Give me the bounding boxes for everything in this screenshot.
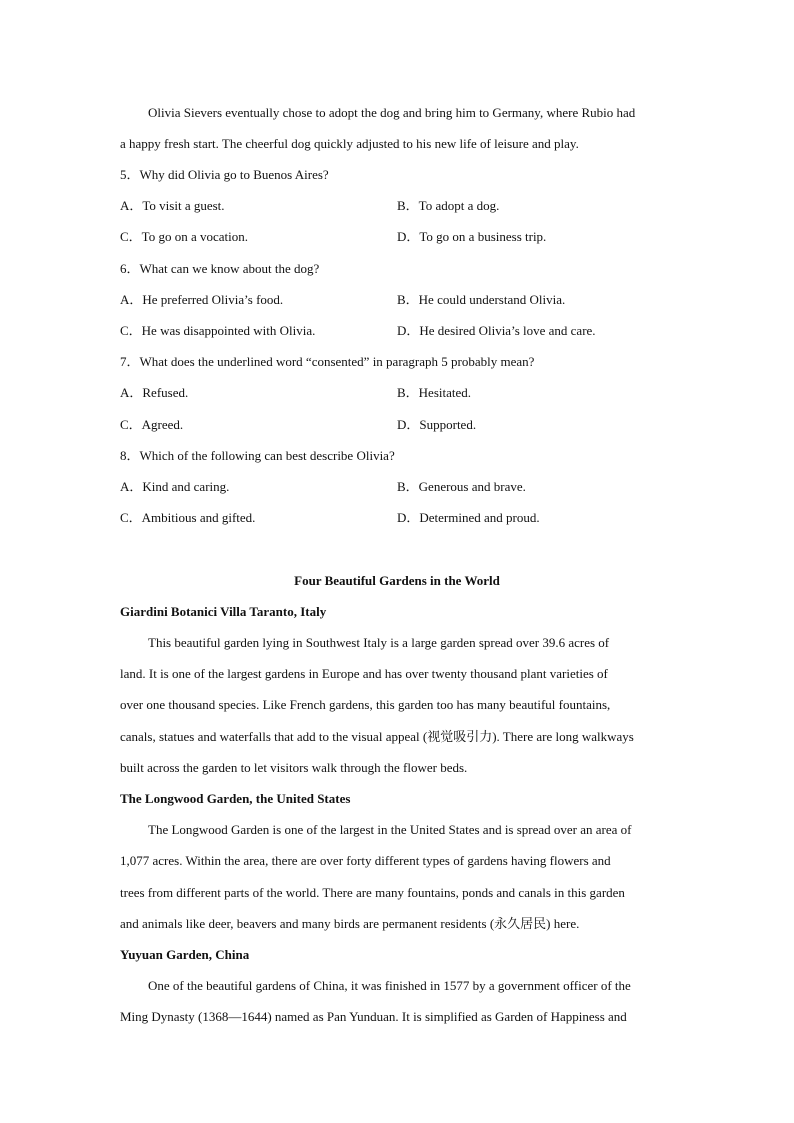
article-title: Four Beautiful Gardens in the World	[294, 573, 500, 588]
option-b: B．Hesitated.	[397, 385, 472, 400]
question-stem: 8．Which of the following can best describe Olivia?	[120, 448, 395, 463]
paragraph-line: Ming Dynasty (1368—1644) named as Pan Yunduan. It is simplified as Garden of Happiness and	[120, 1009, 627, 1024]
paragraph-line: One of the beautiful gardens of China, it was finished in 1577 by a government officer of the	[148, 978, 631, 993]
paragraph-line: built across the garden to let visitors walk through the flower beds.	[120, 760, 468, 775]
paragraph-line: 1,077 acres. Within the area, there are over forty different types of gardens having flowers and	[120, 853, 611, 868]
section-heading: Yuyuan Garden, China	[120, 947, 250, 962]
paragraph-line: over one thousand species. Like French gardens, this garden too has many beautiful fountains,	[120, 697, 611, 712]
section-heading: Giardini Botanici Villa Taranto, Italy	[120, 604, 327, 619]
option-b: B．To adopt a dog.	[397, 198, 500, 213]
question-stem: 5．Why did Olivia go to Buenos Aires?	[120, 167, 329, 182]
option-c: C．Ambitious and gifted.	[120, 510, 256, 525]
option-a: A．Kind and caring.	[120, 479, 230, 494]
option-c: C．To go on a vocation.	[120, 229, 248, 244]
passage-line: Olivia Sievers eventually chose to adopt the dog and bring him to Germany, where Rubio had	[148, 105, 636, 120]
option-a: A．To visit a guest.	[120, 198, 225, 213]
option-a: A．He preferred Olivia’s food.	[120, 292, 284, 307]
paragraph-line: and animals like deer, beavers and many birds are permanent residents (永久居民) here.	[120, 916, 580, 931]
question-stem: 7．What does the underlined word “consented” in paragraph 5 probably mean?	[120, 354, 535, 369]
option-d: D．To go on a business trip.	[397, 229, 547, 244]
paragraph-line: The Longwood Garden is one of the largest in the United States and is spread over an area of	[148, 822, 632, 837]
paragraph-line: land. It is one of the largest gardens in Europe and has over twenty thousand plant varieties of	[120, 666, 608, 681]
option-c: C．He was disappointed with Olivia.	[120, 323, 316, 338]
option-c: C．Agreed.	[120, 417, 184, 432]
option-d: D．Supported.	[397, 417, 477, 432]
option-d: D．He desired Olivia’s love and care.	[397, 323, 596, 338]
question-stem: 6．What can we know about the dog?	[120, 261, 320, 276]
paragraph-line: canals, statues and waterfalls that add to the visual appeal (视觉吸引力). There are long walkways	[120, 729, 634, 744]
option-b: B．Generous and brave.	[397, 479, 526, 494]
section-heading: The Longwood Garden, the United States	[120, 791, 351, 806]
paragraph-line: trees from different parts of the world. There are many fountains, ponds and canals in this garden	[120, 885, 625, 900]
option-a: A．Refused.	[120, 385, 189, 400]
option-b: B．He could understand Olivia.	[397, 292, 566, 307]
option-d: D．Determined and proud.	[397, 510, 540, 525]
passage-line: a happy fresh start. The cheerful dog quickly adjusted to his new life of leisure and play.	[120, 136, 579, 151]
paragraph-line: This beautiful garden lying in Southwest Italy is a large garden spread over 39.6 acres of	[148, 635, 610, 650]
